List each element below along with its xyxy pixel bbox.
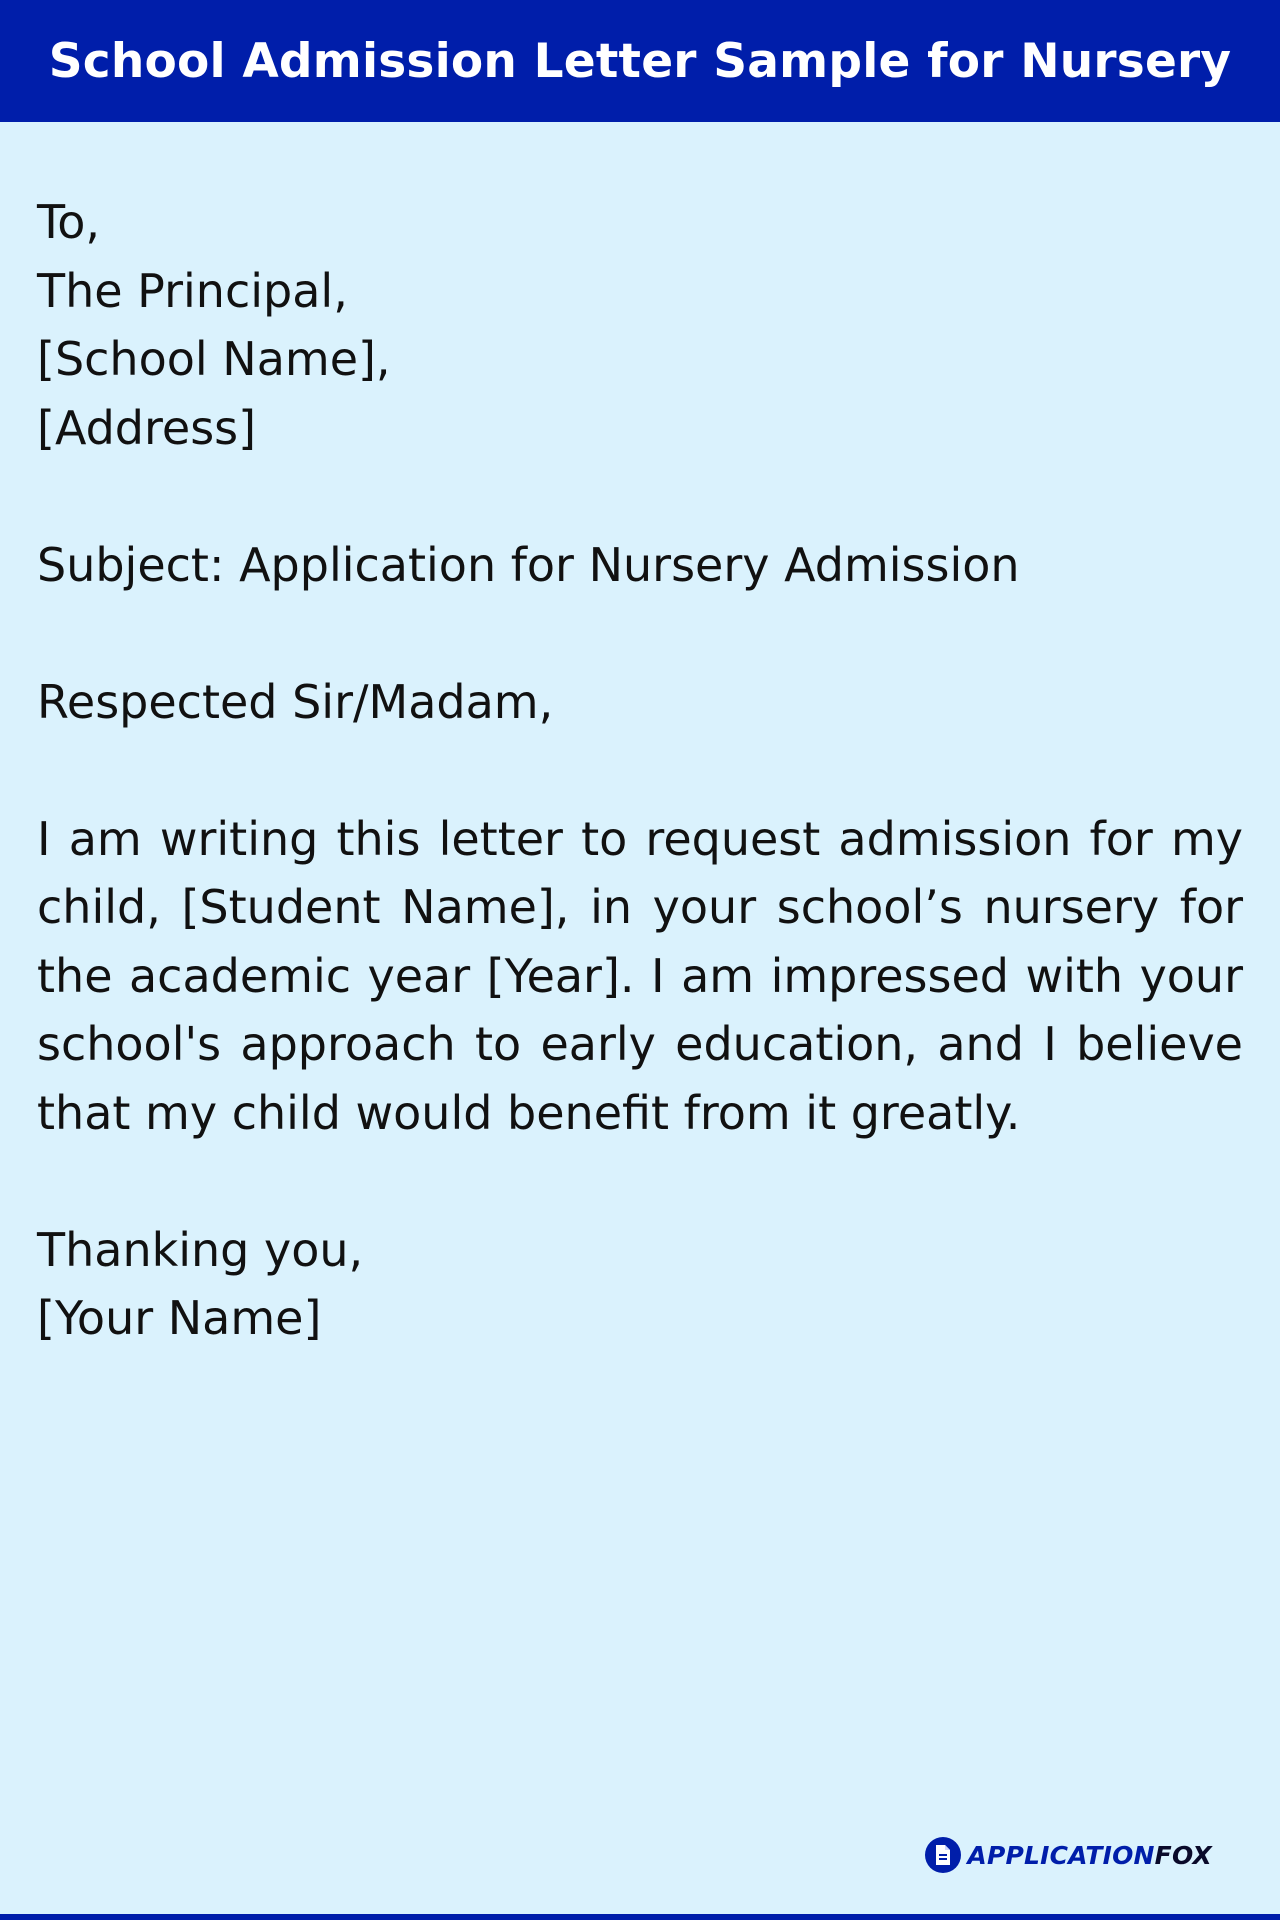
spacer — [37, 736, 1243, 805]
closing: Thanking you, — [37, 1222, 364, 1277]
spacer — [37, 462, 1243, 531]
page-title: School Admission Letter Sample for Nursery — [48, 33, 1232, 89]
address-placeholder: [Address] — [37, 400, 257, 455]
document-icon — [925, 1837, 961, 1873]
subject-line: Subject: Application for Nursery Admission — [37, 537, 1020, 592]
brand-logo — [925, 1837, 1212, 1873]
recipient-title: The Principal, — [37, 263, 348, 318]
letter-body — [37, 188, 1243, 1353]
bottom-border — [0, 1914, 1280, 1920]
body-paragraph: I am writing this letter to request admission for my child, [Student Name], in your school’s nursery for the academic year [Year]. I am impressed with your school's approach to early education, and I believe that my child would benefit from it greatly. — [37, 811, 1243, 1140]
salutation-to: To, — [37, 195, 101, 249]
spacer — [37, 1147, 1243, 1216]
spacer — [37, 599, 1243, 668]
header-banner — [0, 0, 1280, 122]
greeting: Respected Sir/Madam, — [37, 674, 554, 729]
brand-name-part2: FOX — [1154, 1840, 1212, 1870]
brand-name-part1: APPLICATION — [967, 1840, 1155, 1870]
school-name-placeholder: [School Name], — [37, 332, 391, 386]
brand-name — [967, 1841, 1212, 1870]
signature-placeholder: [Your Name] — [37, 1291, 322, 1345]
